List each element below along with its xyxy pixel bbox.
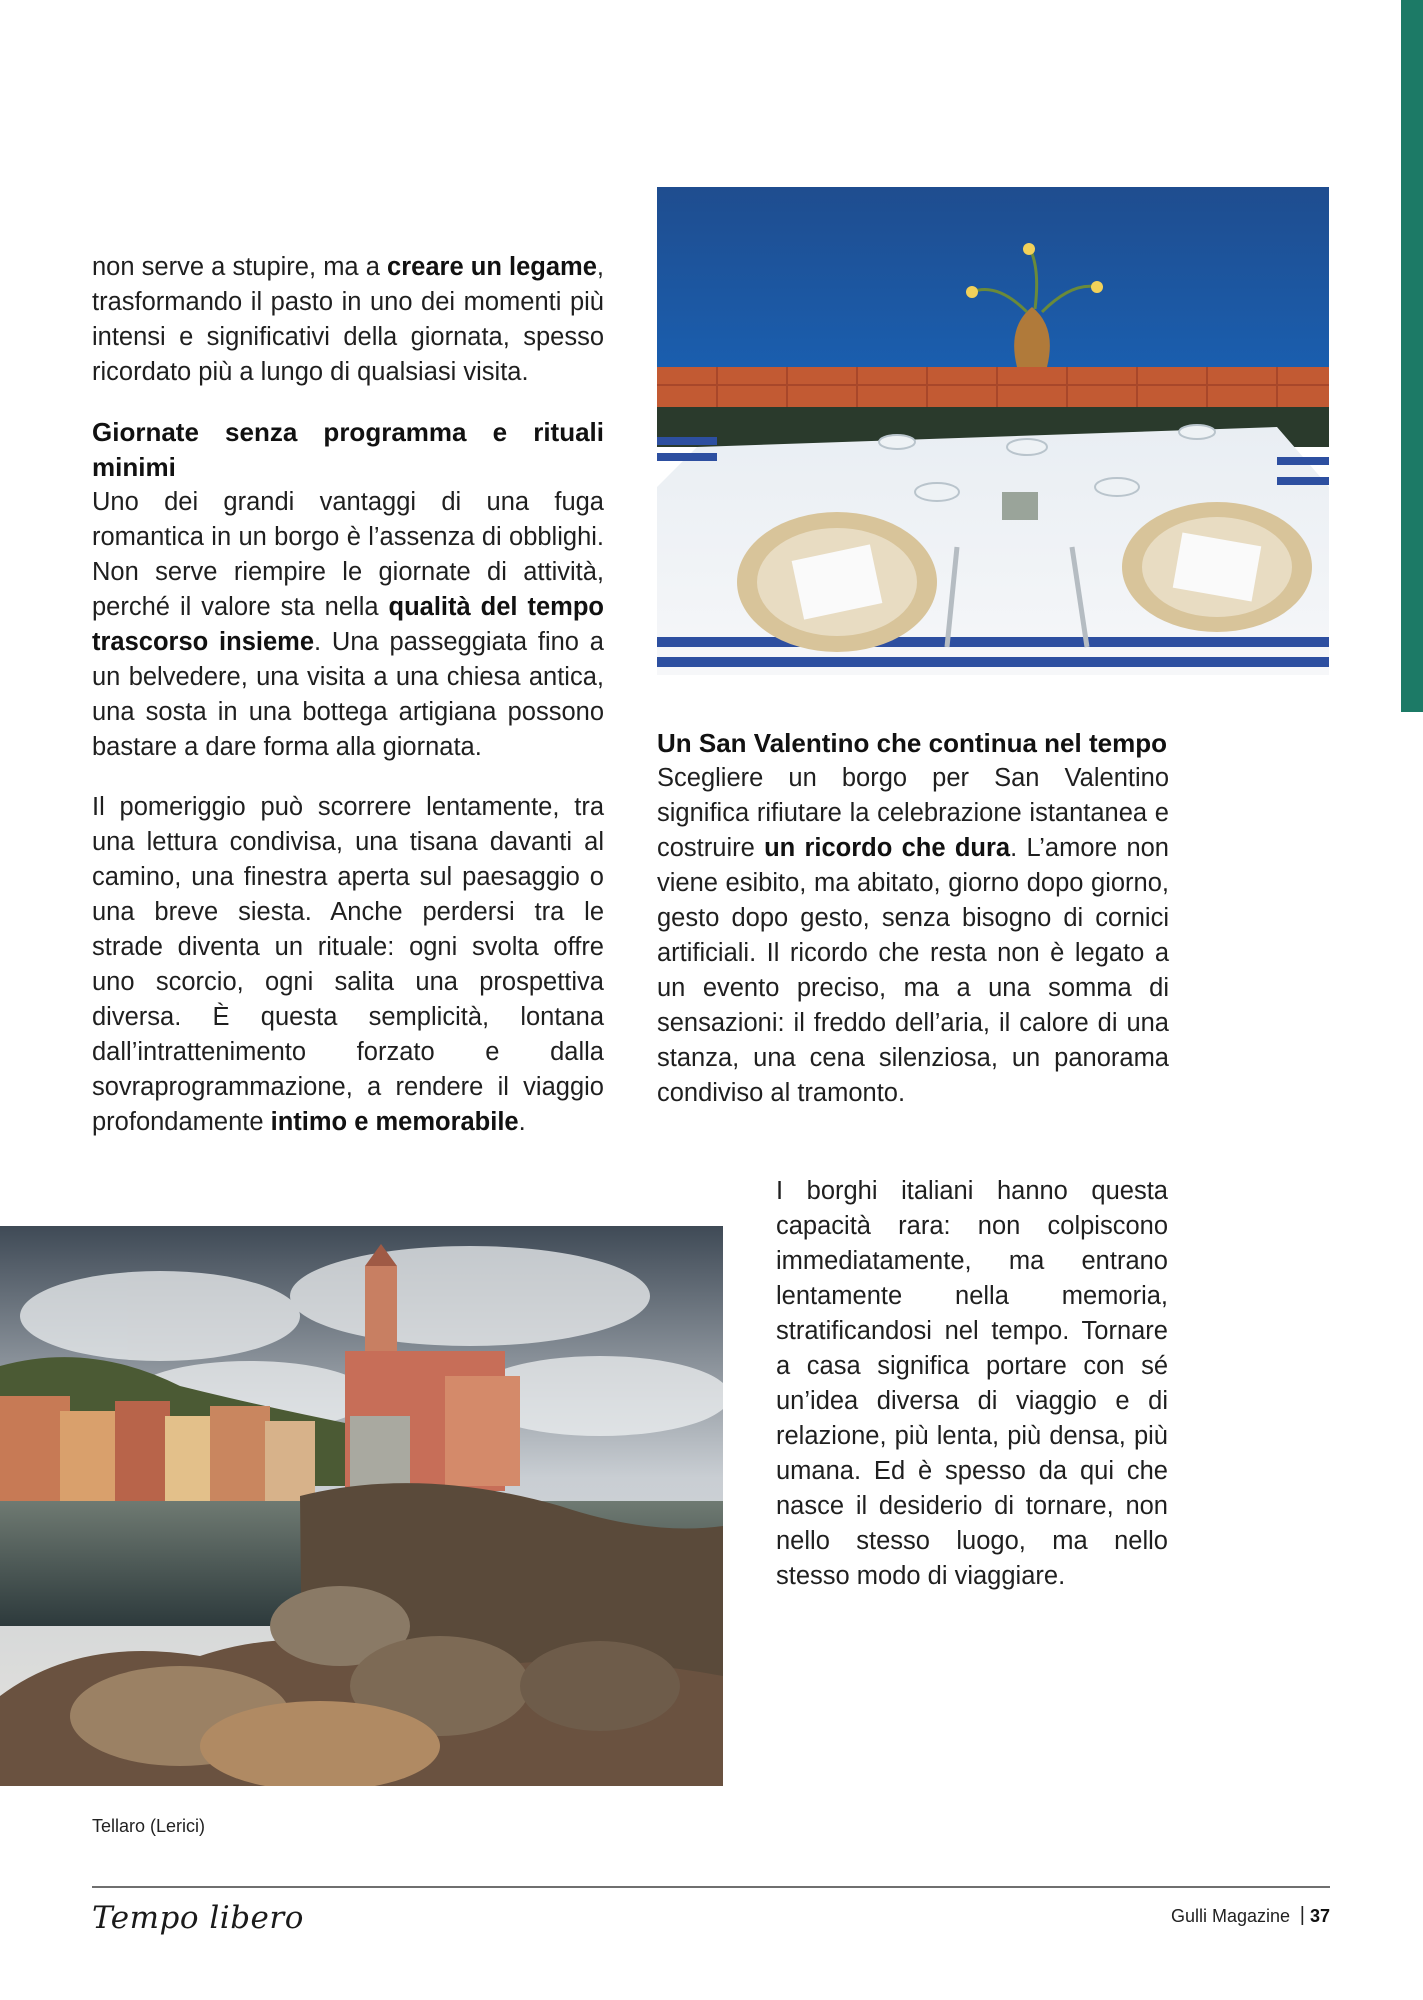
heading-san-valentino: Un San Valentino che continua nel tempo bbox=[657, 728, 1167, 758]
footer-divider bbox=[92, 1886, 1330, 1888]
section-title: Tempo libero bbox=[92, 1900, 304, 1936]
photo-caption: Tellaro (Lerici) bbox=[92, 1816, 206, 1836]
right-text-column-lower bbox=[776, 1174, 1168, 1594]
right-text-column bbox=[657, 726, 1169, 1111]
paragraph-pomeriggio: Il pomeriggio può scorrere lentamente, tra una lettura condivisa, una tisana davanti al camino, una finestra aperta sul paesaggio o una breve siesta. Anche perdersi tra le strade diventa un rituale: ogni svolta offre uno scorcio, ogni salita una prospettiva diversa. È questa semplicità, lontana dall’intrattenimento forzato e dalla sovraprogrammazione, a rendere il viaggio profondamente intimo e memorabile. bbox=[92, 793, 604, 1136]
section-accent-bar bbox=[1401, 0, 1423, 712]
paragraph-giornate: Uno dei grandi vantaggi di una fuga romantica in un borgo è l’assenza di obblighi. Non serve riempire le giornate di attività, perché il valore sta nella qualità del tempo trascorso insieme. Una passeggiata fino a un belvedere, una visita a una chiesa antica, una sosta in una bottega artigiana possono bastare a dare forma alla giornata. bbox=[92, 488, 604, 761]
page-number: 37 bbox=[1309, 1906, 1330, 1926]
paragraph-intro: non serve a stupire, ma a creare un legame, trasformando il pasto in uno dei momenti più intensi e significativi della giornata, spesso ricordato più a lungo di qualsiasi visita. bbox=[92, 253, 604, 386]
photo-seaside-table bbox=[657, 187, 1329, 675]
photo-tellaro bbox=[0, 1226, 723, 1786]
magazine-name: Gulli Magazine bbox=[1170, 1906, 1290, 1926]
heading-giornate: Giornate senza programma e rituali minimi bbox=[92, 417, 604, 482]
footer-separator: | bbox=[1299, 1904, 1305, 1926]
paragraph-san-valentino: Scegliere un borgo per San Valentino significa rifiutare la celebrazione istantanea e costruire un ricordo che dura. L’amore non viene esibito, ma abitato, giorno dopo giorno, gesto dopo gesto, senza bisogno di cornici artificiali. Il ricordo che resta non è legato a un evento preciso, ma a una somma di sensazioni: il freddo dell’aria, il calore di una stanza, una cena silenziosa, un panorama condiviso al tramonto. bbox=[657, 764, 1169, 1107]
left-text-column bbox=[92, 250, 604, 1140]
paragraph-borghi: I borghi italiani hanno questa capacità rara: non colpiscono immediatamente, ma entrano lentamente nella memoria, stratificandosi nel tempo. Tornare a casa significa portare con sé un’idea diversa di viaggio e di relazione, più lenta, più densa, più umana. Ed è spesso da qui che nasce il desiderio di tornare, non nello stesso luogo, ma nello stesso modo di viaggiare. bbox=[776, 1177, 1168, 1590]
